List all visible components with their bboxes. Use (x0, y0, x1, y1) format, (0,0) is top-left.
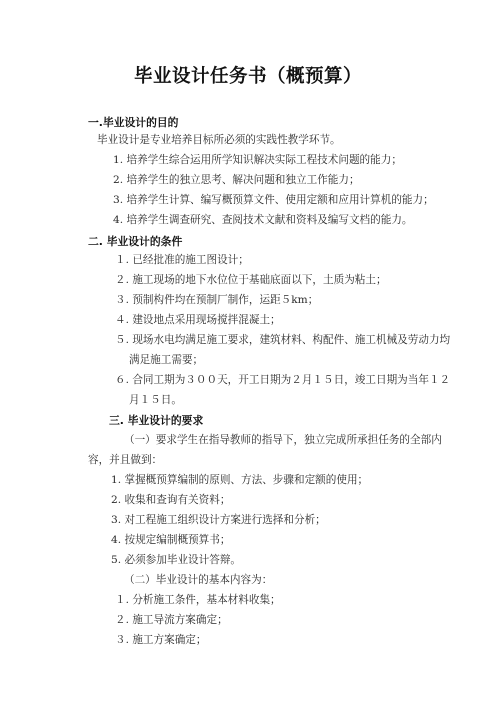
section-3-item: 4. 按规定编制概预算书； (111, 534, 231, 546)
section-1-intro: 毕业设计是专业培养目标所必须的实践性教学环节。 (97, 134, 341, 146)
section-3-content-item: ３. 施工方案确定； (115, 634, 207, 646)
section-3-content-item: ２. 施工导流方案确定； (115, 614, 228, 626)
section-2-heading: 二. 毕业设计的条件 (88, 235, 183, 248)
section-2-item: ４. 建设地点采用现场搅拌混凝土； (115, 314, 281, 326)
section-1-item: 3. 培养学生计算、编写概预算文件、使用定额和应用计算机的能力； (113, 194, 434, 206)
section-3-content-item: １. 分析施工条件，基本材料收集； (115, 594, 281, 606)
document-title: 毕业设计任务书（概预算） (133, 66, 362, 87)
section-3-paragraph-continued: 容，并且做到： (88, 454, 163, 466)
section-1-item: 4. 培养学生调查研究、查阅技术文献和资料及编写文档的能力。 (113, 214, 413, 226)
section-1-item: 2. 培养学生的独立思考、解决问题和独立工作能力； (113, 174, 360, 186)
section-2-item: １. 已经批准的施工图设计； (115, 254, 249, 266)
section-3-item: 2. 收集和查询有关资料； (111, 494, 231, 506)
section-3-paragraph: （一）要求学生在指导教师的指导下，独立完成所承担任务的全部内 (124, 434, 442, 446)
section-1-item: 1. 培养学生综合运用所学知识解决实际工程技术问题的能力； (113, 154, 402, 166)
section-3-item: 1. 掌握概预算编制的原则、方法、步骤和定额的使用； (111, 474, 369, 486)
section-3-item: 3. 对工程施工组织设计方案进行选择和分析； (111, 514, 326, 526)
section-3-heading: 三. 毕业设计的要求 (109, 414, 204, 427)
section-3-item: 5. 必须参加毕业设计答辩。 (111, 554, 242, 566)
section-2-item: ６. 合同工期为３００天，开工日期为２月１５日，竣工日期为当年１２ (115, 374, 451, 386)
section-1-heading: 一.毕业设计的目的 (88, 116, 179, 129)
section-2-item: ３. 预制构件均在预制厂制作，运距５km； (115, 294, 319, 306)
section-3-subheading: （二）毕业设计的基本内容为： (124, 574, 273, 586)
section-2-item-continued: 满足施工需要； (129, 354, 204, 366)
section-2-item-continued: 月１５日。 (129, 394, 182, 406)
section-2-item: ２. 施工现场的地下水位位于基础底面以下，土质为粘土； (115, 274, 387, 286)
section-2-item: ５. 现场水电均满足施工要求，建筑材料、构配件、施工机械及劳动力均 (115, 334, 451, 346)
